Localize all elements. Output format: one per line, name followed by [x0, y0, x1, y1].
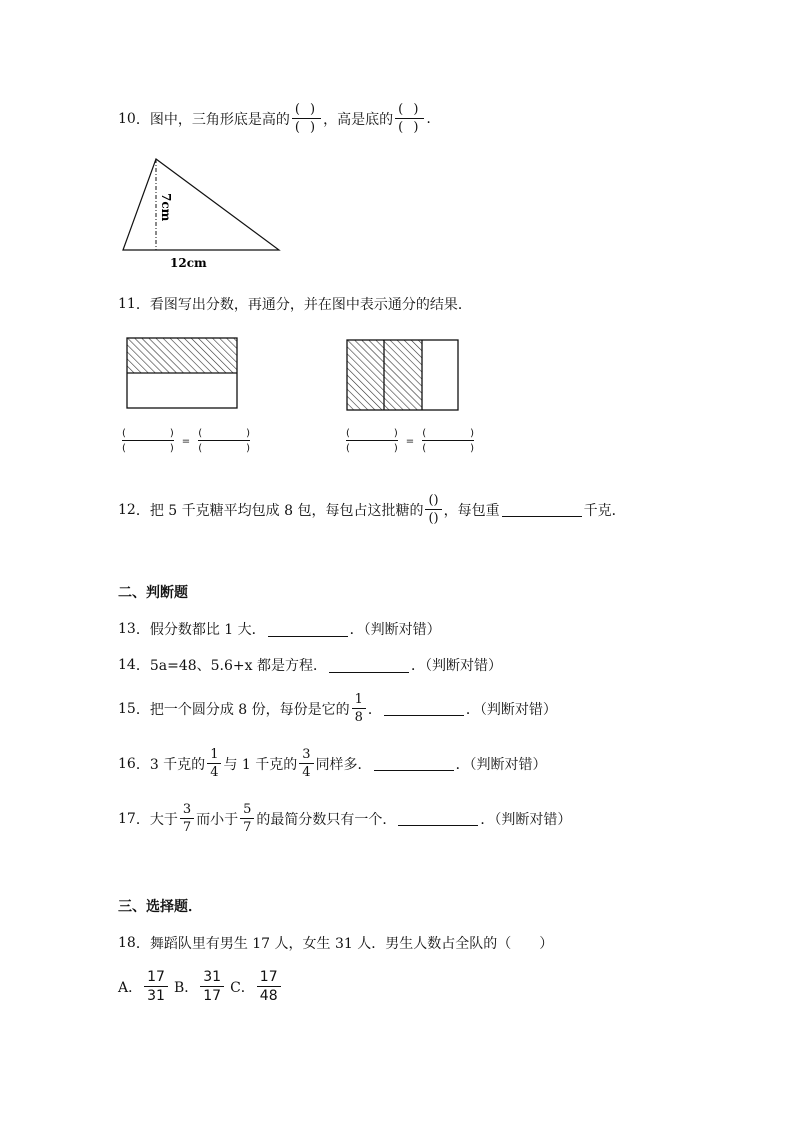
answer-blank[interactable] — [502, 502, 582, 517]
question-number: 15 — [118, 700, 136, 717]
question-16: 16 ． 3 千克的 $\frac{1}{4}$ 与 1 千克的 $\frac{3}{4}$ 同样多． ．（判断对错） — [118, 747, 547, 780]
question-15: 15 ． 把一个圆分成 8 份，每份是它的 $\frac{1}{8}$ ． ．（判断对错） — [118, 692, 557, 725]
question-text: 假分数都比 1 大． — [149, 622, 266, 638]
fraction: $\frac{31}{17}$ — [200, 970, 224, 1003]
question-text: 把一个圆分成 8 份，每份是它的 — [149, 701, 350, 718]
question-17: 17 ． 大于 $\frac{3}{7}$ 而小于 $\frac{5}{7}$ 的最简分数只有一个． ．（判断对错） — [118, 802, 572, 835]
question-number: 11 — [118, 296, 136, 312]
options-row — [118, 970, 283, 1003]
question-11: 11 ． 看图写出分数，再通分，并在图中表示通分的结果． — [118, 296, 472, 313]
question-number: 18 — [118, 935, 136, 951]
section-heading: 三、选择题． — [118, 899, 202, 915]
fraction-equation-right[interactable]: ( ) ( ) = ( ) ( ) — [346, 428, 474, 454]
question-number: 16 — [118, 755, 136, 772]
base-label: 12cm — [170, 256, 207, 270]
triangle-shape — [123, 159, 279, 250]
fraction: $\frac{17}{31}$ — [144, 970, 168, 1003]
fraction: $\frac{3}{4}$ — [299, 748, 313, 779]
question-number: 12 — [118, 501, 136, 518]
rectangle-figure-left — [126, 337, 240, 411]
answer-blank[interactable] — [329, 658, 409, 673]
question-text: 图中，三角形底是高的 — [149, 111, 290, 128]
option-b[interactable]: B． $\frac{31}{17}$ — [174, 970, 226, 1003]
question-text: 把 5 千克糖平均包成 8 包，每包占这批糖的 — [149, 502, 424, 519]
answer-fraction-blank[interactable]: $\frac{( )}{( )}$ — [292, 103, 321, 134]
question-10: 10 ． 图中，三角形底是高的 $\frac{( )}{( )}$ ，高是底的 $\frac{( )}{( )}$ . — [118, 102, 431, 135]
question-13: 13 ． 假分数都比 1 大． ．（判断对错） — [118, 621, 441, 638]
fraction: $\frac{3}{7}$ — [180, 803, 194, 834]
answer-fraction-blank[interactable]: $\frac{()}{()}$ — [425, 494, 441, 525]
fraction-equation-left[interactable]: ( ) ( ) = ( ) ( ) — [122, 428, 250, 454]
question-number: 17 — [118, 810, 136, 827]
fraction: $\frac{1}{8}$ — [352, 693, 366, 724]
question-number: 14 — [118, 657, 136, 673]
fraction: $\frac{1}{4}$ — [207, 748, 221, 779]
triangle-figure — [118, 155, 288, 275]
height-label: 7cm — [159, 193, 173, 222]
rectangle-figure-right — [346, 339, 460, 413]
shaded-part — [127, 338, 237, 373]
option-a[interactable]: A． $\frac{17}{31}$ — [118, 970, 170, 1003]
question-18: 18 ． 舞蹈队里有男生 17 人，女生 31 人．男生人数占全队的（ ） — [118, 935, 554, 952]
section-heading: 二、判断题 — [118, 585, 188, 601]
answer-blank[interactable] — [374, 756, 454, 771]
question-text: ，高是底的 — [323, 111, 394, 128]
question-text: 看图写出分数，再通分，并在图中表示通分的结果． — [149, 297, 472, 313]
question-text: 舞蹈队里有男生 17 人，女生 31 人．男生人数占全队的（ ） — [149, 936, 554, 952]
question-14: 14 ． 5a=48、5.6+x 都是方程． ．（判断对错） — [118, 657, 502, 674]
question-number: 10 — [118, 110, 136, 127]
question-text: 5a=48、5.6+x 都是方程． — [149, 658, 327, 674]
question-number: 13 — [118, 621, 136, 637]
answer-blank[interactable] — [268, 622, 348, 637]
option-c[interactable]: C． $\frac{17}{48}$ — [230, 970, 283, 1003]
fraction: $\frac{17}{48}$ — [257, 970, 281, 1003]
answer-blank[interactable] — [398, 811, 478, 826]
question-12: 12 ． 把 5 千克糖平均包成 8 包，每包占这批糖的 $\frac{()}{()}$ ，每包重 千克． — [118, 493, 626, 526]
fraction: $\frac{5}{7}$ — [240, 803, 254, 834]
answer-blank[interactable] — [384, 701, 464, 716]
answer-fraction-blank[interactable]: $\frac{( )}{( )}$ — [395, 103, 424, 134]
